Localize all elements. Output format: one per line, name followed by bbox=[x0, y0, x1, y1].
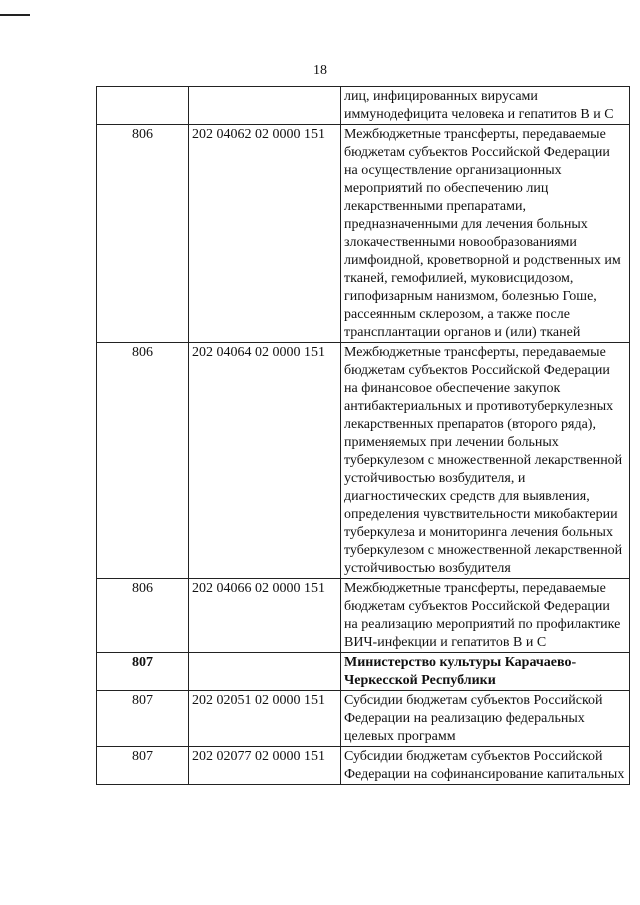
table-row bbox=[97, 579, 630, 653]
scan-corner-mark bbox=[0, 14, 30, 16]
page-number: 18 bbox=[313, 63, 327, 78]
table-row bbox=[97, 653, 630, 691]
description-cell: Субсидии бюджетам субъектов Российской Федерации на реализацию федеральных целевых программ bbox=[341, 691, 630, 747]
budget-code-cell: 202 02051 02 0000 151 bbox=[189, 691, 341, 747]
table-row bbox=[97, 125, 630, 343]
budget-code-cell: 202 04064 02 0000 151 bbox=[189, 343, 341, 579]
table-row bbox=[97, 691, 630, 747]
table-row bbox=[97, 747, 630, 785]
table-row bbox=[97, 343, 630, 579]
admin-code-cell: 806 bbox=[97, 343, 189, 579]
admin-code-cell: 807 bbox=[97, 691, 189, 747]
admin-code-cell bbox=[97, 87, 189, 125]
description-cell: лиц, инфицированных вирусами иммунодефицита человека и гепатитов В и С bbox=[341, 87, 630, 125]
revenue-codes-table bbox=[96, 86, 630, 785]
admin-code-cell: 807 bbox=[97, 747, 189, 785]
description-cell: Межбюджетные трансферты, передаваемые бюджетам субъектов Российской Федерации на финансовое обеспечение закупок антибактериальных и противотуберкулезных лекарственных препаратов (второго ряда), применяемых при лечении больных туберкулезом с множественной лекарственной устойчивостью возбудителя, и диагностических средств для выявления, определения чувствительности микобактерии туберкулеза и мониторинга лечения больных туберкулезом с множественной лекарственной устойчивостью возбудителя bbox=[341, 343, 630, 579]
budget-code-cell: 202 04066 02 0000 151 bbox=[189, 579, 341, 653]
description-cell: Министерство культуры Карачаево-Черкесской Республики bbox=[341, 653, 630, 691]
table-body bbox=[97, 87, 630, 785]
description-cell: Межбюджетные трансферты, передаваемые бюджетам субъектов Российской Федерации на реализацию мероприятий по профилактике ВИЧ-инфекции и гепатитов В и С bbox=[341, 579, 630, 653]
description-cell: Субсидии бюджетам субъектов Российской Федерации на софинансирование капитальных bbox=[341, 747, 630, 785]
budget-code-cell: 202 02077 02 0000 151 bbox=[189, 747, 341, 785]
admin-code-cell: 807 bbox=[97, 653, 189, 691]
table-row bbox=[97, 87, 630, 125]
budget-code-cell bbox=[189, 653, 341, 691]
description-cell: Межбюджетные трансферты, передаваемые бюджетам субъектов Российской Федерации на осуществление организационных мероприятий по обеспечению лиц лекарственными препаратами, предназначенными для лечения больных злокачественными новообразованиями лимфоидной, кроветворной и родственных им тканей, гемофилией, муковисцидозом, гипофизарным нанизмом, болезнью Гоше, рассеянным склерозом, а также после трансплантации органов и (или) тканей bbox=[341, 125, 630, 343]
budget-code-cell bbox=[189, 87, 341, 125]
admin-code-cell: 806 bbox=[97, 579, 189, 653]
budget-code-cell: 202 04062 02 0000 151 bbox=[189, 125, 341, 343]
admin-code-cell: 806 bbox=[97, 125, 189, 343]
